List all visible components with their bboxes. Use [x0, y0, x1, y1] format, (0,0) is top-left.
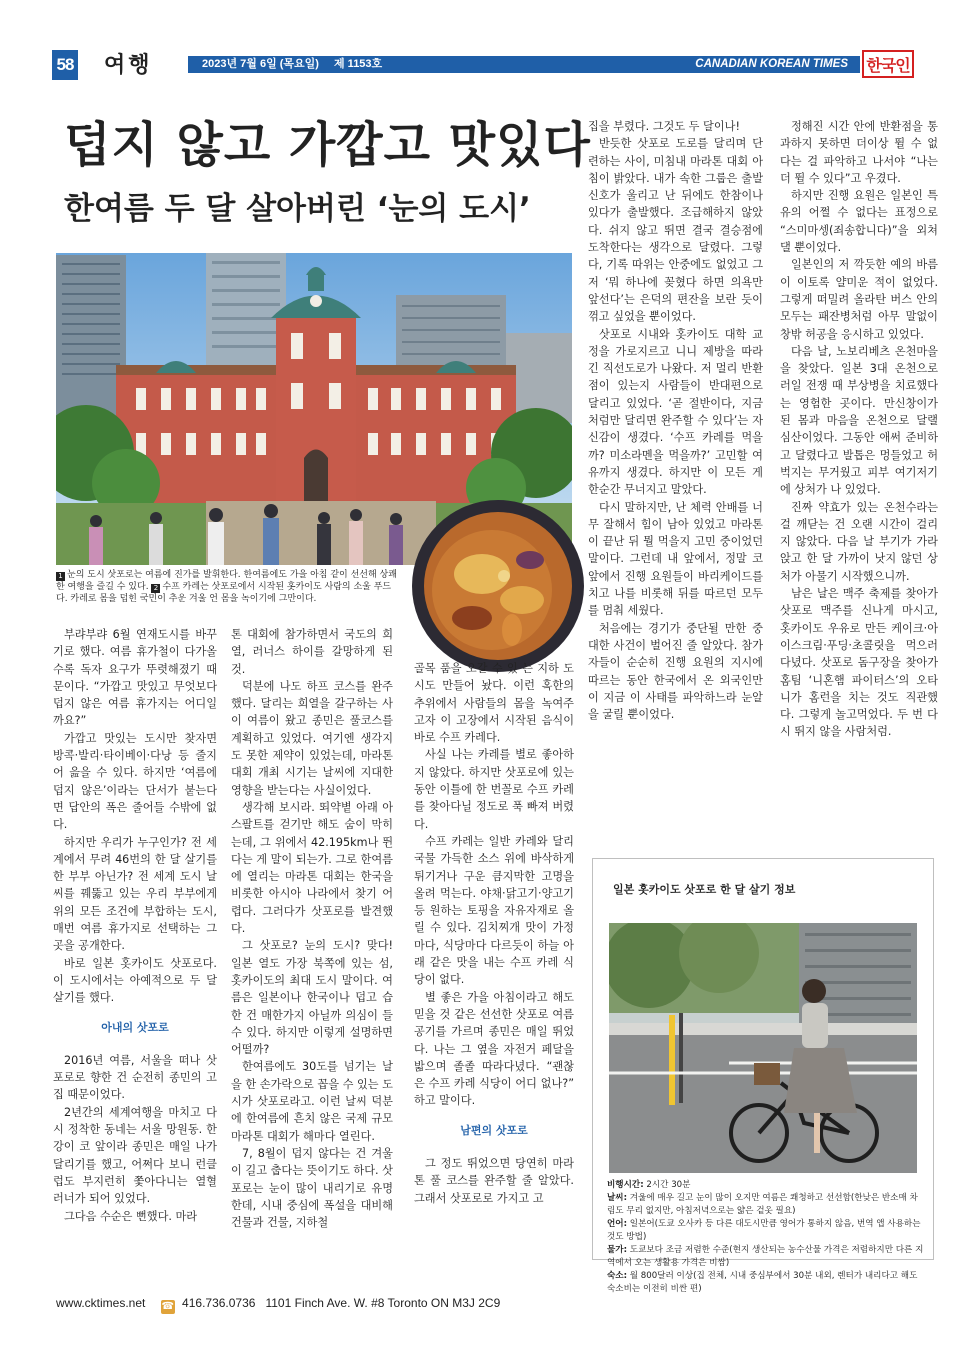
article-column-3-lower	[414, 660, 574, 1207]
paragraph: 그 삿포로? 눈의 도시? 맞다! 일본 열도 가장 북쪽에 있는 섬, 홋카이도의 최대 도시 말이다. 여름은 일본이나 한국이나 덥고 습한 건 매한가지 아닐까 의심이 들 수 있다. 하지만 이렇게 설명하면 어떨까?	[231, 939, 393, 1057]
website-link[interactable]: www.cktimes.net	[56, 1296, 146, 1310]
header-bar	[188, 56, 860, 73]
subheadline: 한여름 두 달 살아버린 ‘눈의 도시’	[64, 191, 531, 227]
paragraph: 삿포로 시내와 홋카이도 대학 교정을 가로지르고 니니 제방을 따라 긴 직선도로가 나왔다. 저 멀리 반환점이 있는지 사람들이 반대편으로 달리고 있었다. ‘곧 절반이다, 지금처럼만 달리면 완주할 수 있다’는 자신감이 생겼다. ‘수프 카레를 먹을까? 미소라멘을 먹을까?’ 고민할 여유까지 생겼다. 하지만 이 모든 게 한순간 무너지고 말았다.	[588, 327, 763, 497]
paragraph: 하지만 진행 요원은 일본인 특유의 어쩔 수 없다는 표정으로 “스미마셍(죄송합니다)”을 외쳐 댈 뿐이었다.	[780, 189, 938, 255]
bicycle-photo	[609, 923, 917, 1173]
info-item	[607, 1192, 925, 1218]
article-column-1	[53, 626, 217, 1225]
paragraph: 별 좋은 가을 아침이라고 해도 믿을 것 같은 선선한 삿포로 여름 공기를 가르며 종민은 매일 뛰었다. 나는 그 옆을 자전거 페달을 밟으며 졸졸 따라다녔다. “괜찮은 수프 카레 식당이 어디 없나?” 하고 말이다.	[414, 990, 574, 1108]
paragraph: 하지만 우리가 누구인가? 전 세계에서 무려 46번의 한 달 살기를 한 부부 아닌가? 전 세계 도시 날씨를 꿰뚫고 있는 우리 부부에게 위의 모든 조건에 부합하는 도시, 매번 여름 휴가지로 선택하는 그곳을 공개한다.	[53, 835, 217, 953]
info-box	[592, 858, 934, 1294]
paragraph: 톤 대회에 참가하면서 국도의 희열, 러너스 하이를 갈망하게 된 것.	[231, 628, 393, 676]
headline: 덥지 않고 가깝고 맛있다	[64, 117, 591, 173]
caption-marker-1: 1	[56, 572, 65, 581]
logo-text: 한국인	[866, 55, 910, 75]
info-label: 비행시간:	[607, 1180, 644, 1190]
info-text: 일본어(도쿄 오사카 등 다른 대도시만큼 영어가 통하지 않음, 번역 앱 사용하는 것도 방법)	[607, 1219, 921, 1242]
bicycle-street-illustration	[609, 923, 917, 1173]
article-column-3	[588, 118, 763, 723]
info-list	[607, 1179, 925, 1296]
paragraph: 사실 나는 카레를 별로 좋아하지 않았다. 하지만 삿포로에 있는 동안 이틀에 한 번꼴로 수프 카레를 찾아다닐 정도로 푹 빠져 버렸다.	[414, 748, 574, 831]
address: 1101 Finch Ave. W. #8 Toronto ON M3J 2C9	[265, 1296, 501, 1310]
issue-date: 2023년 7월 6일 (목요일)	[202, 58, 319, 70]
paragraph: 정해진 시간 안에 반환점을 통과하지 못하면 더이상 뛸 수 없다는 걸 파악하고 나서야 “나는 더 뛸 수 있다”고 우겼다.	[780, 120, 938, 185]
paragraph: 처음에는 경기가 중단될 만한 중대한 사건이 벌어진 줄 알았다. 참가자들이 순순히 진행 요원의 지시에 따르는 동안 한국에서 온 외국인만이 지금 이 사태를 파악하느라 눈알을 굴릴 뿐이었다.	[588, 621, 763, 722]
info-item	[607, 1179, 925, 1192]
paragraph: 일본인의 저 깍듯한 예의 바름이 이토록 얄미운 적이 없었다. 그렇게 떠밀려 올라탄 버스 안의 모두는 패잔병처럼 아무 말없이 창밖 허공을 응시하고 있었다.	[780, 258, 938, 341]
paragraph: 수프 카레는 일반 카레와 달리 국물 가득한 소스 위에 바삭하게 튀기거나 구운 큼지막한 고명을 올려 먹는다. 야채·닭고기·양고기 등 원하는 토핑을 자유자재로 올릴 수 있다. 김치찌개 맛이 가정마다, 식당마다 다르듯이 하늘 아래 같은 맛을 내는 수프 카레 식당이 없다.	[414, 834, 574, 987]
article-column-2	[231, 626, 393, 1231]
newspaper-logo	[862, 50, 914, 78]
paragraph: 덕분에 나도 하프 코스를 완주했다. 달리는 희열을 갈구하는 사이 여름이 왔고 종민은 풀코스를 계획하고 있었다. 여기엔 생각지도 못한 제약이 있었는데, 마라톤 대회 개최 시기는 날씨에 지대한 영향을 받는다는 사실이었다.	[231, 679, 393, 797]
paragraph: 그다음 수순은 뻔했다. 마라	[64, 1209, 198, 1223]
info-text: 도쿄보다 조금 저렴한 수준(현지 생산되는 농수산물 가격은 저렴하지만 다른 지역에서 오는 생활용 가격은 비쌈)	[607, 1245, 924, 1268]
paragraph: 반듯한 삿포로 도로를 달리며 단련하는 사이, 미침내 마라톤 대회 아침이 밝았다. 내가 속한 그룹은 출발 신호가 울리고 난 뒤에도 한참이나 있다가 출발했다. 조급해하지 않았다. 쉬지 않고 뛰면 결국 결승점에 도착한다는 생각으로 달렸다. 그렇다, 기록 따위는 안중에도 없었고 그저 ‘뭐 하나에 꽂혔다 하면 의욕만 앞선다’는 은덕의 편잔을 보란 듯이 꺾고 싶었을 뿐이었다.	[588, 137, 763, 324]
paragraph: 가깝고 맛있는 도시만 찾자면 방콕·발리·타이베이·다낭 등 줄지어 읊을 수 있다. 하지만 ‘여름에 덥지 않은’이라는 단서가 붙는다면 답안의 폭은 줄어들 수밖에 없다.	[53, 731, 217, 832]
info-label: 날씨:	[607, 1193, 628, 1203]
paragraph: 그 정도 뛰었으면 당연히 마라톤 풀 코스를 완주할 줄 알았다. 그래서 삿포로로 가지고 고	[414, 1157, 574, 1205]
issue-number: 제 1153호	[334, 58, 383, 70]
info-label: 숙소:	[607, 1271, 628, 1281]
photo-caption	[56, 569, 401, 605]
caption-text-1: 눈의 도시 삿포로는 여름에 진가를 발휘한다. 한여름에도 가을 아침 같이 선선해 상쾌한 여행을 즐길 수 있다.	[56, 570, 397, 592]
section-subtitle-husband: 남편의 삿포로	[460, 1123, 528, 1137]
paragraph: 진짜 약효가 있는 온천수라는 걸 깨닫는 건 오랜 시간이 걸리지 않았다. 다음 날 부기가 가라앉고 한 달 가까이 낫지 않던 상처가 아물기 시작했으니까.	[780, 500, 938, 583]
paragraph: 다음 날, 노보리베츠 온천마을을 찾았다. 일본 3대 온천으로 러일 전쟁 때 부상병을 치료했다는 영험한 곳이다. 만신창이가 된 몸과 마음을 온천으로 달랠 심산이었다. 그동안 애써 준비하고 달렸다고 발톱은 멍들었고 허벅지는 무거웠고 피부 여기저기에 상처가 나 있었다.	[780, 344, 938, 497]
paper-name: CANADIAN KOREAN TIMES	[695, 58, 848, 70]
paragraph: 7, 8월이 덥지 않다는 건 겨울이 길고 춥다는 뜻이기도 하다. 삿포로는 눈이 많이 내리기로 유명한데, 시내 중심에 폭설을 대비해 건물과 건물, 지하철	[231, 1146, 393, 1230]
section-label: 여행	[104, 53, 153, 78]
soup-curry-photo	[412, 500, 584, 672]
caption-marker-2: 2	[151, 584, 160, 593]
paragraph: 집을 부렸다. 그것도 두 달이나!	[588, 120, 740, 133]
paragraph: 부랴부랴 6월 연재도시를 바꾸기로 했다. 여름 휴가철이 다가올수록 독자 요구가 뚜렷해졌기 때문이다. “가깝고 맛있고 무엇보다 덥지 않은 여름 휴가지는 어디일까요?”	[53, 628, 217, 728]
info-text: 월 800달러 이상(집 전체, 시내 중심부에서 30분 내외, 렌터가 내리다고 해도 숙소비는 이전히 비싼 편)	[607, 1271, 918, 1294]
info-text: 2시간 30분	[643, 1180, 691, 1190]
paragraph: 남은 날은 맥주 축제를 찾아가 삿포로 맥주를 신나게 마시고, 홋카이도 우유로 만든 케이크·아이스크림·푸딩·초콜릿을 먹으러 다녔다. 삿포로 돔구장을 찾아가 홈팀 ‘니혼햄 파이터스’의 오타니가 홈런을 치는 것도 직관했다. 그렇게 놀고먹었다. 두 번 다시 뛰지 않을 사람처럼.	[780, 587, 938, 739]
caption-text-2: 수프 카레는 삿포로에서 시작된 홋카이도 사람의 소울 푸드다. 카레로 몸을 덥힌 국민이 추운 겨울 언 몸을 녹이기에 그만이다.	[56, 582, 392, 604]
info-item	[607, 1218, 925, 1244]
paragraph: 2016년 여름, 서울을 떠나 삿포로로 향한 건 순전히 종민의 고집 때문이었다.	[53, 1053, 217, 1102]
info-box-title: 일본 홋카이도 삿포로 한 달 살기 정보	[613, 883, 796, 896]
paragraph: 생각해 보시라. 뙤약볕 아래 아스팔트를 걷기만 해도 숨이 막히는데, 그 위에서 42.195km나 뛴다는 게 말이 되는가. 그로 한여름에 열리는 마라톤 대회는 한국을 비롯한 아시아 나라에서 찾기 어렵다. 그러다가 삿포로를 발견했다.	[231, 800, 393, 936]
phone-icon: ☎	[161, 1301, 174, 1312]
info-item	[607, 1270, 925, 1296]
info-text: 겨울에 매우 길고 눈이 많이 오지만 여름은 쾌청하고 선선함(한낮은 반소매 차림도 무리 없지만, 아침저녁으로는 얇은 겉옷 필요)	[607, 1193, 918, 1216]
paragraph: 2년간의 세계여행을 마치고 다시 정착한 동네는 서울 망원동. 한강이 코 앞이라 종민은 매일 나가 달리기를 했고, 어쩌다 보니 런클럽도 부지런히 쫓아다니는 열혈 러너가 되어 있었다.	[53, 1105, 217, 1206]
paragraph: 한여름에도 30도를 넘기는 날을 한 손가락으로 꼽을 수 있는 도시가 삿포로라고. 이런 날씨 덕분에 한여름에 흔치 않은 국제 규모 마라톤 대회가 해마다 열린다.	[231, 1060, 393, 1143]
phone-number: 416.736.0736	[182, 1296, 256, 1310]
info-label: 물가:	[607, 1245, 628, 1255]
paragraph: 바로 일본 홋카이도 삿포로다. 이 도시에서는 아예적으로 두 달 살기를 했다.	[53, 956, 217, 1005]
info-item	[607, 1244, 925, 1270]
info-label: 언어:	[607, 1219, 628, 1229]
paragraph: 골목 품을 오갈 수 있 는 지하 도시도 만들어 놨다. 이런 혹한의 추위에서 사람들의 몸을 녹여주고자 이 고장에서 시작된 음식이 바로 수프 카레다.	[414, 662, 574, 745]
soup-curry-illustration	[412, 500, 584, 672]
footer	[56, 1296, 500, 1314]
page-number: 58	[52, 50, 78, 80]
paragraph: 다시 말하지만, 난 체력 안배를 너무 잘해서 힘이 남아 있었고 마라톤이 끝난 뒤 뭘 먹을지 고민 중이었던 말이다. 그런데 내 앞에서, 정말 코앞에서 진행 요원들이 바리케이드를 치고 나를 비롯해 뒤를 따르던 모두를 멈춰 세웠다.	[588, 500, 763, 618]
section-subtitle-wife: 아내의 삿포로	[101, 1020, 169, 1034]
article-column-4	[780, 118, 938, 741]
